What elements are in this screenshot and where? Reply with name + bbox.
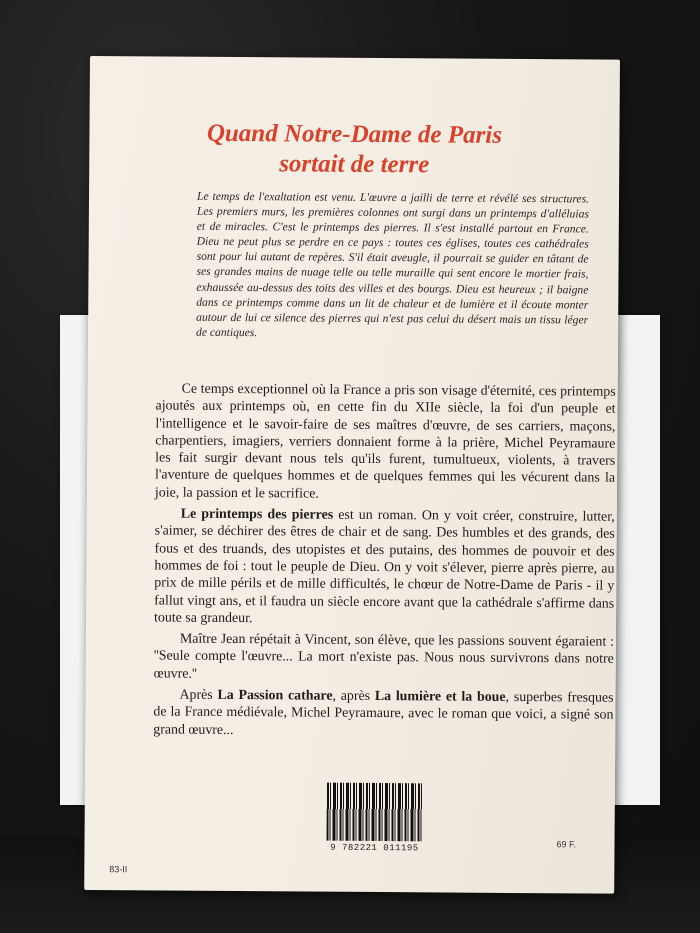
related-book-2: La lumière et la boue (374, 689, 506, 705)
book-name-bold: Le printemps des pierres (180, 506, 334, 523)
barcode-bars (327, 783, 423, 842)
related-book-1: La Passion cathare (217, 687, 333, 704)
book-title-line-2: sortait de terre (279, 150, 430, 179)
p4-text-a: Après (179, 687, 218, 703)
barcode (326, 783, 423, 856)
paragraph-2-text: est un roman. On y voit créer, construire, lutter, s'aimer, se déchirer des êtres de chair et de sang. Des humbles et des grands, des fous et des truands, des utopistes et des putains, des hommes de pouvoir et des hommes de foi : tout le peuple de Dieu. On y voit s'élever, pierre après pierre, au prix de mille périls et de mille difficultés, le chœur de Notre-Dame de Paris - il y fallut vingt ans, et il faudra un siècle encore avant que la cathédrale s'affirme dans toute sa grandeur. (154, 507, 615, 627)
paragraph-2 (154, 506, 615, 630)
italic-blurb: Le temps de l'exaltation est venu. L'œuvre a jailli de terre et révélé ses structures. Les premiers murs, les premières colonnes ont surgi dans un printemps d'alléluias et de miracles. C'est le printemps des pierres. Il s'est installé partout en France. Dieu ne peut plus se perdre en ce pays : toutes ces églises, toutes ces cathédrales sont pour lui autant de repères. S'il était aveugle, il pourrait se guider en tâtant de ses grandes mains de nuage telle ou telle muraille qui sent encore le mortier frais, exhaussée au-dessus des toits des villes et des bourgs. Dieu est heureux ; il baigne dans ce printemps comme dans un lit de chaleur et de lumière et il écoute monter autour de lui ce silence des pierres qui n'est pas celui du désert mais un tissu léger de cantiques. (196, 189, 590, 340)
paragraph-3: Maître Jean répétait à Vincent, son élève, que les passions souvent égaraient : ''Seule compte l'œuvre... La mort n'existe pas. Nous nous survivrons dans notre œuvre.'' (153, 631, 614, 682)
catalog-code: 83-II (109, 864, 128, 875)
barcode-digits: 9 782221 011195 (330, 842, 419, 854)
book-back-cover (84, 56, 620, 894)
p4-text-c: , après (332, 688, 375, 705)
p4-text-d: , superbes fresques de la France médiévale, Michel Peyramaure, avec le roman que voici, a signé son grand œuvre... (153, 689, 614, 738)
book-title-line-1: Quand Notre-Dame de Paris (206, 119, 503, 149)
paragraph-1: Ce temps exceptionnel où la France a pris son visage d'éternité, ces printemps ajoutés aux printemps où, en cette fin du XIIe siècle, la foi d'un peuple et l'intelligence et le savoir-faire de ses maîtres d'œuvre, de ses carriers, maçons, charpentiers, imagiers, verriers donnaient forme à la prière, Michel Peyramaure les fait surgir devant nous tels qu'ils furent, tumultueux, violents, à travers l'aventure de quelques hommes et de quelques femmes qui les vécurent dans la joie, la passion et le sacrifice. (154, 381, 616, 502)
paragraph-4 (153, 687, 613, 742)
description (153, 380, 616, 745)
price: 69 F. (556, 839, 577, 850)
